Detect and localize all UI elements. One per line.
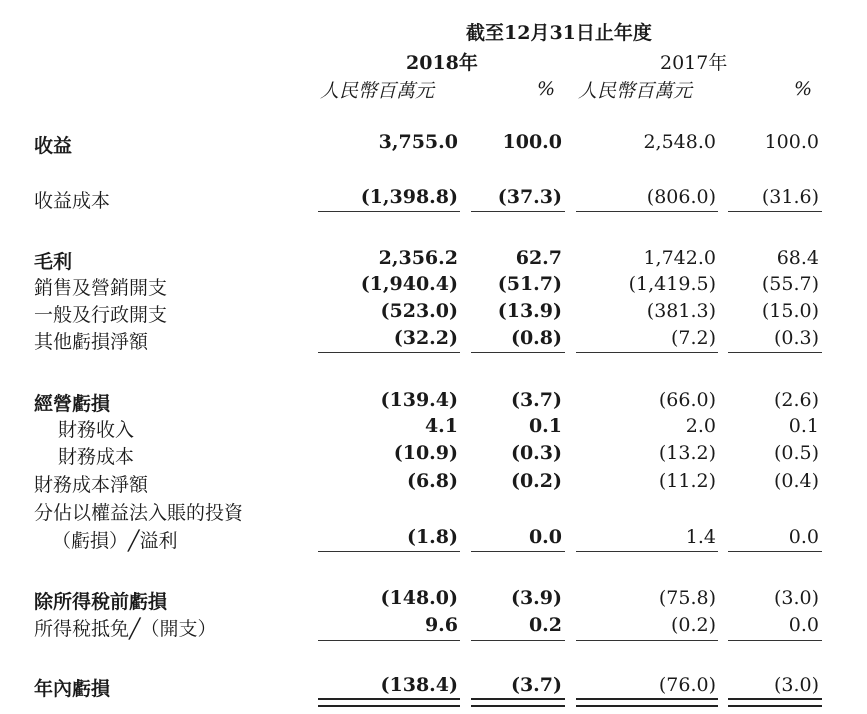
row-label-gross-profit: 毛利 [34, 251, 73, 273]
underline [576, 211, 718, 212]
loss-before-tax-2017: (75.8) [658, 587, 716, 609]
underline [471, 211, 565, 212]
operating-loss-2017: (66.0) [658, 389, 716, 411]
loss-before-tax-pct-2017: (3.0) [773, 587, 819, 609]
underline [471, 352, 565, 353]
year-2018-heading: 2018年 [406, 52, 478, 74]
row-label-other-losses: 其他虧損淨額 [34, 331, 149, 353]
net-finance-costs-pct-2017: (0.4) [773, 470, 819, 492]
other-losses-pct-2018: (0.8) [510, 327, 562, 349]
other-losses-2018: (32.2) [393, 327, 458, 349]
gross-profit-2018: 2,356.2 [378, 247, 458, 269]
row-label-finance-costs: 財務成本 [58, 446, 135, 468]
gross-profit-pct-2018: 62.7 [515, 247, 562, 269]
finance-income-2018: 4.1 [424, 415, 458, 437]
unit-rmb-2018: 人民幣百萬元 [320, 80, 435, 102]
unit-rmb-2017: 人民幣百萬元 [578, 80, 693, 102]
double-underline [576, 698, 718, 707]
revenue-pct-2018: 100.0 [502, 131, 562, 153]
loss-for-year-pct-2018: (3.7) [510, 674, 562, 696]
underline [576, 352, 718, 353]
loss-before-tax-2018: (148.0) [380, 587, 458, 609]
income-tax-2017: (0.2) [670, 614, 716, 636]
admin-expenses-pct-2018: (13.9) [497, 300, 562, 322]
underline [728, 211, 822, 212]
cost-of-revenue-2018: (1,398.8) [360, 186, 458, 208]
row-label-cost-of-revenue: 收益成本 [34, 190, 111, 212]
selling-expenses-2018: (1,940.4) [360, 273, 458, 295]
revenue-2018: 3,755.0 [378, 131, 458, 153]
cost-of-revenue-pct-2017: (31.6) [761, 186, 819, 208]
income-tax-pct-2018: 0.2 [528, 614, 562, 636]
row-label-share-of-investments: 分佔以權益法入賬的投資 [34, 502, 244, 524]
underline [318, 640, 460, 641]
finance-income-pct-2018: 0.1 [528, 415, 562, 437]
net-finance-costs-pct-2018: (0.2) [510, 470, 562, 492]
underline [728, 640, 822, 641]
row-label-selling-expenses: 銷售及營銷開支 [34, 277, 168, 299]
admin-expenses-2017: (381.3) [646, 300, 716, 322]
selling-expenses-pct-2018: (51.7) [497, 273, 562, 295]
income-tax-2018: 9.6 [424, 614, 458, 636]
row-label-share-loss-profit: （虧損）╱溢利 [52, 530, 178, 552]
loss-for-year-pct-2017: (3.0) [773, 674, 819, 696]
row-label-admin-expenses: 一般及行政開支 [34, 304, 168, 326]
finance-costs-2017: (13.2) [658, 442, 716, 464]
double-underline [318, 698, 460, 707]
year-2017-heading: 2017年 [660, 52, 728, 74]
other-losses-pct-2017: (0.3) [773, 327, 819, 349]
underline [471, 640, 565, 641]
operating-loss-2018: (139.4) [380, 389, 458, 411]
underline [576, 551, 718, 552]
selling-expenses-2017: (1,419.5) [628, 273, 716, 295]
row-label-revenue: 收益 [34, 135, 73, 157]
finance-costs-pct-2018: (0.3) [510, 442, 562, 464]
income-tax-pct-2017: 0.0 [788, 614, 819, 636]
row-label-operating-loss: 經營虧損 [34, 393, 111, 415]
finance-income-pct-2017: 0.1 [788, 415, 819, 437]
row-label-finance-income: 財務收入 [58, 419, 135, 441]
finance-costs-pct-2017: (0.5) [773, 442, 819, 464]
operating-loss-pct-2017: (2.6) [773, 389, 819, 411]
revenue-2017: 2,548.0 [643, 131, 716, 153]
row-label-income-tax: 所得稅抵免╱（開支） [34, 618, 217, 640]
double-underline [471, 698, 565, 707]
finance-income-2017: 2.0 [685, 415, 716, 437]
cost-of-revenue-pct-2018: (37.3) [497, 186, 562, 208]
other-losses-2017: (7.2) [670, 327, 716, 349]
selling-expenses-pct-2017: (55.7) [761, 273, 819, 295]
admin-expenses-pct-2017: (15.0) [761, 300, 819, 322]
loss-for-year-2018: (138.4) [380, 674, 458, 696]
underline [728, 352, 822, 353]
period-heading: 截至12月31日止年度 [466, 22, 652, 44]
share-loss-profit-2017: 1.4 [685, 526, 716, 548]
underline [318, 551, 460, 552]
share-loss-profit-2018: (1.8) [406, 526, 458, 548]
net-finance-costs-2017: (11.2) [658, 470, 716, 492]
unit-pct-2018: % [537, 78, 556, 100]
operating-loss-pct-2018: (3.7) [510, 389, 562, 411]
admin-expenses-2018: (523.0) [380, 300, 458, 322]
unit-pct-2017: % [794, 78, 813, 100]
loss-for-year-2017: (76.0) [658, 674, 716, 696]
underline [471, 551, 565, 552]
underline [576, 640, 718, 641]
underline [728, 551, 822, 552]
row-label-loss-before-tax: 除所得稅前虧損 [34, 591, 168, 613]
cost-of-revenue-2017: (806.0) [646, 186, 716, 208]
underline [318, 211, 460, 212]
double-underline [728, 698, 822, 707]
gross-profit-pct-2017: 68.4 [776, 247, 819, 269]
underline [318, 352, 460, 353]
loss-before-tax-pct-2018: (3.9) [510, 587, 562, 609]
row-label-net-finance-costs: 財務成本淨額 [34, 474, 149, 496]
gross-profit-2017: 1,742.0 [643, 247, 716, 269]
finance-costs-2018: (10.9) [393, 442, 458, 464]
row-label-loss-for-year: 年內虧損 [34, 678, 111, 700]
share-loss-profit-pct-2017: 0.0 [788, 526, 819, 548]
net-finance-costs-2018: (6.8) [406, 470, 458, 492]
revenue-pct-2017: 100.0 [764, 131, 819, 153]
share-loss-profit-pct-2018: 0.0 [528, 526, 562, 548]
